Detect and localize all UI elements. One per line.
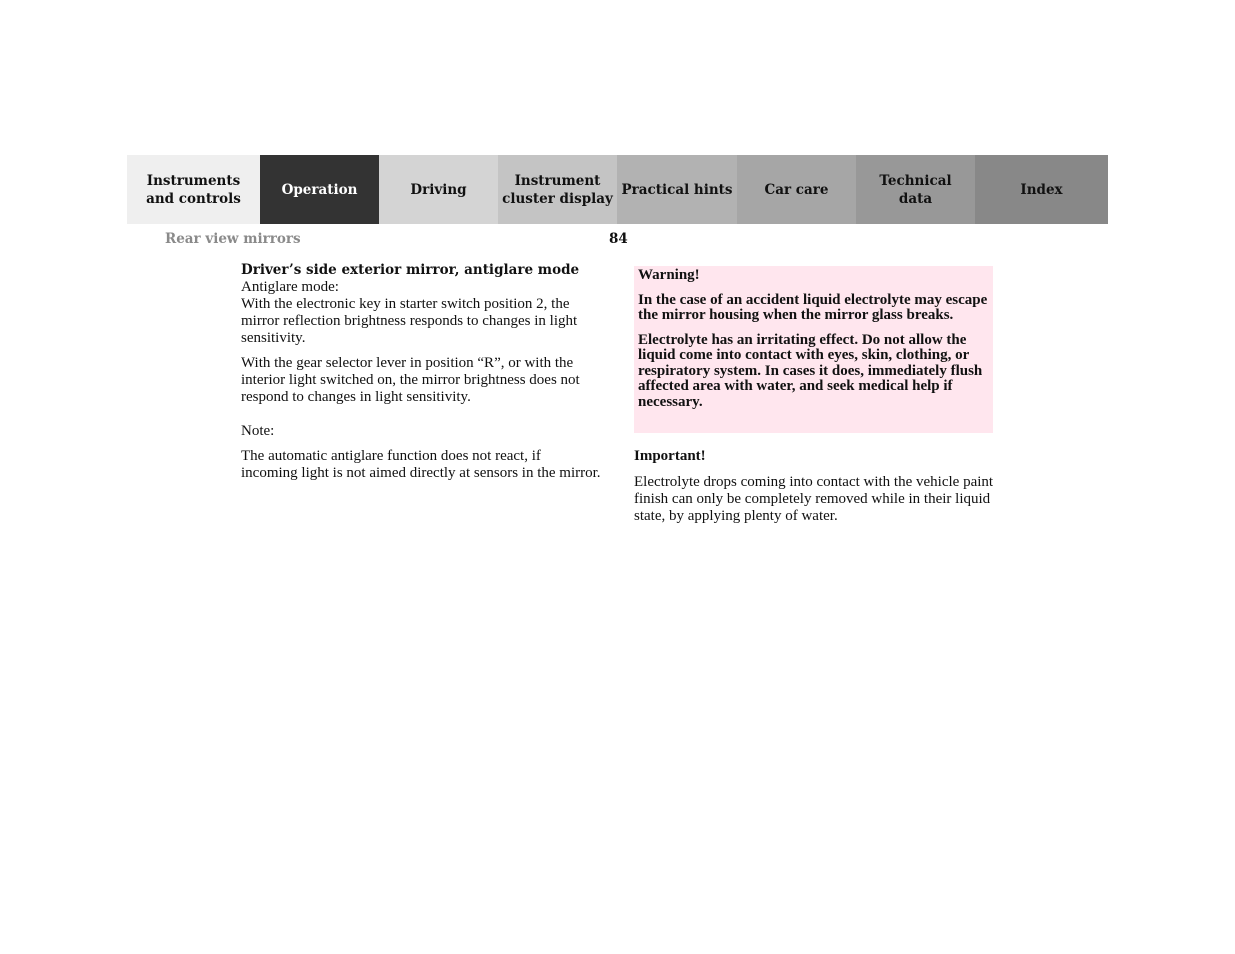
important-title: Important! [634,448,706,464]
note-label: Note: [241,423,275,439]
page-number: 84 [609,231,628,247]
warning-box [634,266,993,433]
tab-driving[interactable]: Driving [379,155,498,224]
tab-practical-hints[interactable]: Practical hints [617,155,737,224]
warning-paragraph-2: Electrolyte has an irritating effect. Do not allow the liquid come into contact with eyes, skin, clothing, or respiratory system. In cases it does, immediately flush affected area with water, and seek medical help if necessary. [638,331,983,410]
chapter-navigation [127,155,1108,224]
left-column [241,262,601,482]
warning-paragraph-1: In the case of an accident liquid electrolyte may escape the mirror housing when the mirror glass breaks. [638,291,988,323]
antiglare-label: Antiglare mode: [241,279,339,295]
warning-title: Warning! [638,267,700,283]
important-section [634,448,994,525]
section-header: Rear view mirrors [165,231,301,247]
tab-technical-data[interactable]: Technical data [856,155,975,224]
tab-operation[interactable]: Operation [260,155,379,224]
tab-index[interactable]: Index [975,155,1108,224]
antiglare-paragraph-2: With the gear selector lever in position “R”, or with the interior light switched on, the mirror brightness does not respond to changes in light sensitivity. [241,355,580,405]
important-text: Electrolyte drops coming into contact with the vehicle paint finish can only be completely removed while in their liquid state, by applying plenty of water. [634,474,994,524]
tab-instruments-and-controls[interactable]: Instruments and controls [127,155,260,224]
tab-instrument-cluster-display[interactable]: Instrument cluster display [498,155,617,224]
section-title: Driver’s side exterior mirror, antiglare mode [241,262,580,278]
note-text: The automatic antiglare function does not react, if incoming light is not aimed directly at sensors in the mirror. [241,448,601,481]
antiglare-paragraph-1: With the electronic key in starter switch position 2, the mirror reflection brightness responds to changes in light sensitivity. [241,296,578,346]
tab-car-care[interactable]: Car care [737,155,856,224]
